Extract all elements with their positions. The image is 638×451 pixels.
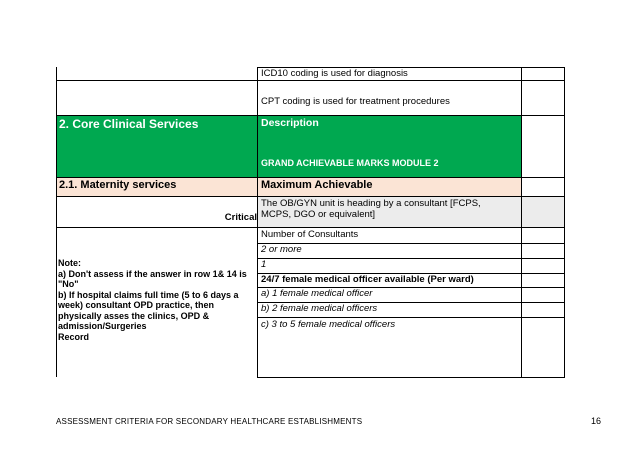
two-or-more-text: 2 or more [261, 244, 302, 255]
one-text: 1 [261, 259, 267, 270]
section-title: 2. Core Clinical Services [59, 117, 199, 131]
section-description: Description [261, 117, 319, 129]
option-c-text: c) 3 to 5 female medical officers [261, 319, 396, 330]
cpt-text: CPT coding is used for treatment procedures [261, 96, 450, 107]
note-line-b1: b) If hospital claims full time (5 to 6 days a [58, 289, 239, 300]
female-officer-text: 24/7 female medical officer available (Per ward) [261, 274, 474, 285]
subsection-title: 2.1. Maternity services [59, 179, 177, 191]
critical-label: Critical [224, 212, 257, 223]
note-line-b5: Record [58, 331, 90, 342]
num-consultants-text: Number of Consultants [261, 229, 359, 240]
max-achievable: Maximum Achievable [261, 179, 373, 191]
assessment-table [56, 67, 565, 377]
option-a-text: a) 1 female medical officer [261, 288, 373, 299]
icd10-text: ICD10 coding is used for diagnosis [261, 68, 408, 79]
grand-marks-text: GRAND ACHIEVABLE MARKS MODULE 2 [261, 158, 439, 168]
note-line-a2: "No" [58, 279, 79, 289]
option-b-text: b) 2 female medical officers [261, 303, 378, 314]
obgyn-text: The OB/GYN unit is heading by a consultant [FCPS, MCPS, DGO or equivalent] [261, 198, 481, 220]
footer-title: ASSESSMENT CRITERIA FOR SECONDARY HEALTHCARE ESTABLISHMENTS [56, 417, 363, 426]
page-number: 16 [591, 416, 602, 426]
note-heading: Note: [58, 258, 81, 268]
note-line-b3: physically asses the clinics, OPD & [58, 310, 210, 321]
note-line-b2: week) consultant OPD practice, then [58, 300, 215, 310]
note-block [58, 258, 256, 342]
note-line-a1: a) Don't assess if the answer in row 1& 14 is [58, 268, 247, 279]
note-line-b4: admission/Surgeries [58, 321, 147, 331]
